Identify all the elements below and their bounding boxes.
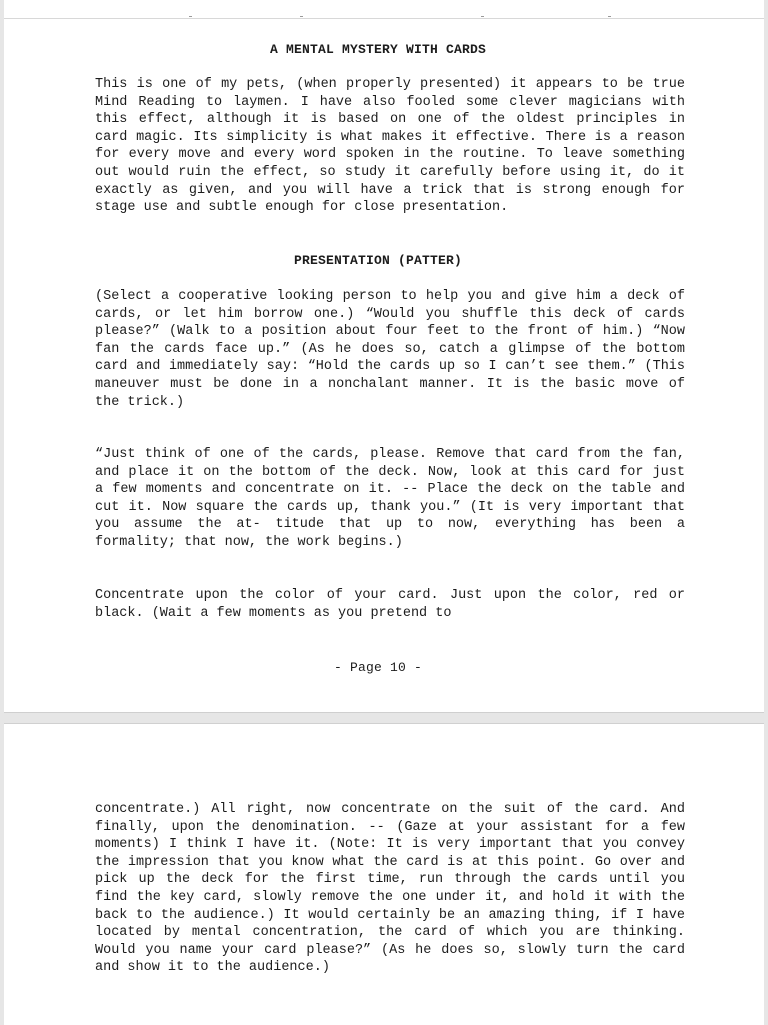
cutoff-rule bbox=[4, 18, 764, 19]
cutoff-tick bbox=[189, 16, 192, 17]
document-title: A MENTAL MYSTERY WITH CARDS bbox=[269, 42, 487, 57]
body-paragraph: (Select a cooperative looking person to help you and give him a deck of cards, or let him borrow one.) “Would you shuffle this deck of cards please?” (Walk to a position about four feet to the front of him.) “Now fan the cards face up.” (As he does so, catch a glimpse of the bottom card and immediately say: “Hold the cards up so I can’t see them.” (This maneuver must be done in a nonchalant manner. It is the basic move of the trick.) bbox=[95, 289, 685, 410]
document-page-11 bbox=[4, 723, 764, 1025]
cutoff-tick bbox=[300, 16, 303, 17]
document-page-10 bbox=[4, 0, 764, 713]
body-paragraph: “Just think of one of the cards, please. Remove that card from the fan, and place it on the bottom of the deck. Now, look at this card for just a few moments and concentrate on it. -- Place the deck on the table and cut it. Now square the cards up, thank you.” (It is very important that you assume the at- titude that up to now, everything has been a formality; that now, the work begins.) bbox=[95, 447, 685, 550]
previous-page-cutoff-line bbox=[4, 14, 764, 24]
intro-paragraph: This is one of my pets, (when properly presented) it appears to be true Mind Reading to laymen. I have also fooled some clever magicians with this effect, although it is based on one of the oldest principles in card magic. Its simplicity is what makes it effective. There is a reason for every move and every word spoken in the routine. To leave something out would ruin the effect, so study it carefully before using it, do it exactly as given, and you will have a trick that is strong enough for stage use and subtle enough for close presentation. bbox=[95, 77, 685, 216]
cutoff-tick bbox=[481, 16, 484, 17]
body-paragraph: Concentrate upon the color of your card. Just upon the color, red or black. (Wait a few moments as you pretend to bbox=[95, 588, 685, 621]
page-number: - Page 10 - bbox=[333, 660, 422, 675]
cutoff-tick bbox=[608, 16, 611, 17]
body-paragraph: concentrate.) All right, now concentrate on the suit of the card. And finally, upon the denomination. -- (Gaze at your assistant for a few moments) I think I have it. (Note: It is very important that you convey the impression that you know what the card is at this point. Go over and pick up the deck for the first time, run through the cards until you find the key card, slowly remove the one under it, and hold it with the back to the audience.) It would certainly be an amazing thing, if I have located by mental concentration, the card of which you are thinking. Would you name your card please?” (As he does so, slowly turn the card and show it to the audience.) bbox=[95, 802, 685, 976]
section-heading: PRESENTATION (PATTER) bbox=[293, 253, 463, 268]
